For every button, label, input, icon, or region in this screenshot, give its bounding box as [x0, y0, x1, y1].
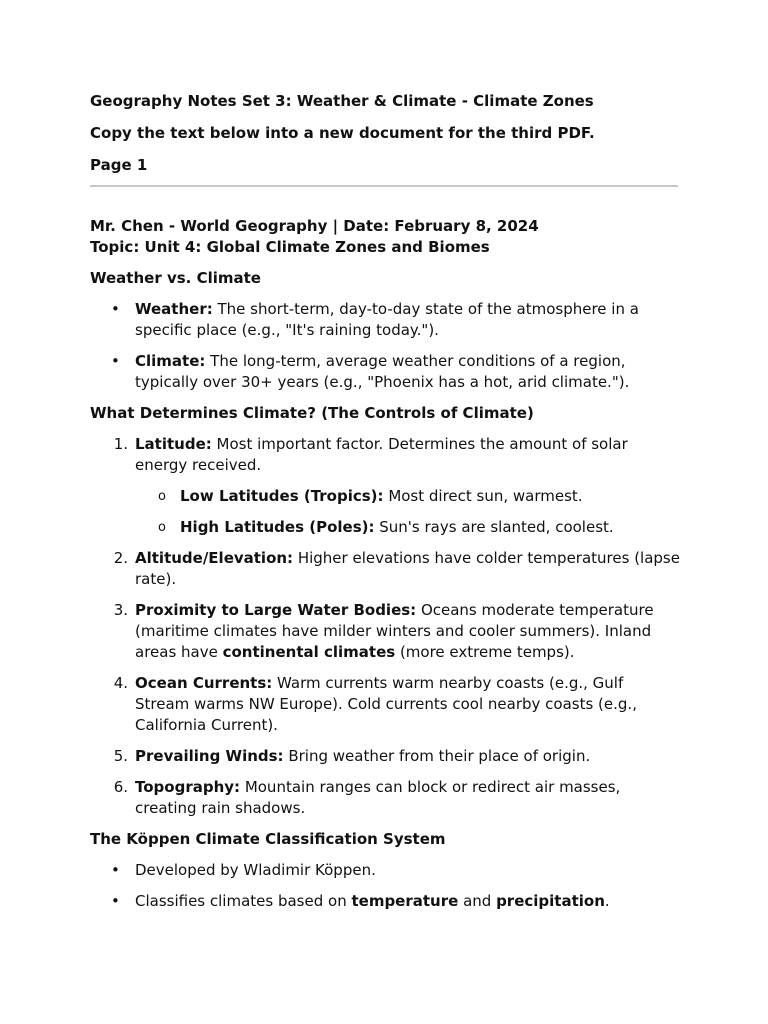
document-title: Geography Notes Set 3: Weather & Climate - Climate Zones: [90, 92, 594, 110]
circle-bullet-icon: o: [158, 489, 166, 504]
list-number: 3.: [113, 601, 128, 619]
term: Altitude/Elevation:: [135, 549, 294, 567]
list-item: [90, 548, 680, 590]
term: Climate:: [135, 352, 206, 370]
list-item: [90, 434, 680, 538]
section-heading-climate-controls: What Determines Climate? (The Controls of Climate): [90, 404, 534, 422]
sub-list-item: [135, 517, 680, 538]
section-heading-koppen: The Köppen Climate Classification System: [90, 830, 446, 848]
definition-tail: (more extreme temps).: [395, 643, 575, 661]
list-text: Classifies climates based on: [135, 892, 352, 910]
list-text: and: [458, 892, 497, 910]
list-text: .: [604, 892, 610, 910]
definition: Mountain ranges can block or redirect air masses, creating rain shadows.: [135, 778, 621, 817]
term: Topography:: [135, 778, 241, 796]
term: Weather:: [135, 300, 213, 318]
term: Low Latitudes (Tropics):: [180, 487, 384, 505]
climate-controls-list: [90, 434, 680, 819]
definition: Warm currents warm nearby coasts (e.g., Gulf Stream warms NW Europe). Cold currents cool nearby coasts (e.g., California Current).: [135, 674, 637, 734]
koppen-list: [90, 860, 680, 912]
page-label: Page 1: [90, 156, 148, 174]
list-number: 5.: [113, 747, 128, 765]
list-number: 1.: [113, 435, 128, 453]
definition: Oceans moderate temperature (maritime climates have milder winters and cooler summers). Inland areas have: [135, 601, 654, 661]
list-item: [90, 860, 680, 881]
list-number: 6.: [113, 778, 128, 796]
bullet-icon: •: [111, 861, 120, 879]
definition: Most direct sun, warmest.: [383, 487, 583, 505]
list-item: [90, 746, 680, 767]
definition: The short-term, day-to-day state of the atmosphere in a specific place (e.g., "It's raining today.").: [135, 300, 639, 339]
instruction-line: Copy the text below into a new document for the third PDF.: [90, 124, 595, 142]
bullet-icon: •: [111, 300, 120, 318]
list-number: 2.: [113, 549, 128, 567]
bullet-icon: •: [111, 352, 120, 370]
section-heading-weather-vs-climate: Weather vs. Climate: [90, 269, 261, 287]
bullet-icon: •: [111, 892, 120, 910]
latitude-sublist: [135, 486, 680, 538]
definition: Bring weather from their place of origin.: [283, 747, 591, 765]
list-item: [90, 777, 680, 819]
document-body: [90, 91, 680, 922]
circle-bullet-icon: o: [158, 520, 166, 535]
sub-list-item: [135, 486, 680, 507]
term: Prevailing Winds:: [135, 747, 284, 765]
term: Ocean Currents:: [135, 674, 273, 692]
term: Proximity to Large Water Bodies:: [135, 601, 417, 619]
list-item: [90, 351, 680, 393]
definition: Most important factor. Determines the amount of solar energy received.: [135, 435, 628, 474]
definition: Sun's rays are slanted, coolest.: [374, 518, 614, 536]
list-item: [90, 673, 680, 736]
list-item: [90, 891, 680, 912]
definition: Higher elevations have colder temperatures (lapse rate).: [135, 549, 680, 588]
term: High Latitudes (Poles):: [180, 518, 375, 536]
topic-line: Topic: Unit 4: Global Climate Zones and Biomes: [90, 238, 490, 256]
weather-climate-list: [90, 299, 680, 393]
list-text: Developed by Wladimir Köppen.: [135, 861, 376, 879]
list-item: [90, 299, 680, 341]
term: Latitude:: [135, 435, 212, 453]
list-item: [90, 600, 680, 663]
horizontal-rule: [90, 185, 678, 187]
emphasis: continental climates: [222, 643, 396, 661]
emphasis: precipitation: [496, 892, 605, 910]
emphasis: temperature: [351, 892, 459, 910]
definition: The long-term, average weather conditions of a region, typically over 30+ years (e.g., "Phoenix has a hot, arid climate.").: [135, 352, 630, 391]
teacher-date-line: Mr. Chen - World Geography | Date: February 8, 2024: [90, 217, 539, 235]
list-number: 4.: [113, 674, 128, 692]
